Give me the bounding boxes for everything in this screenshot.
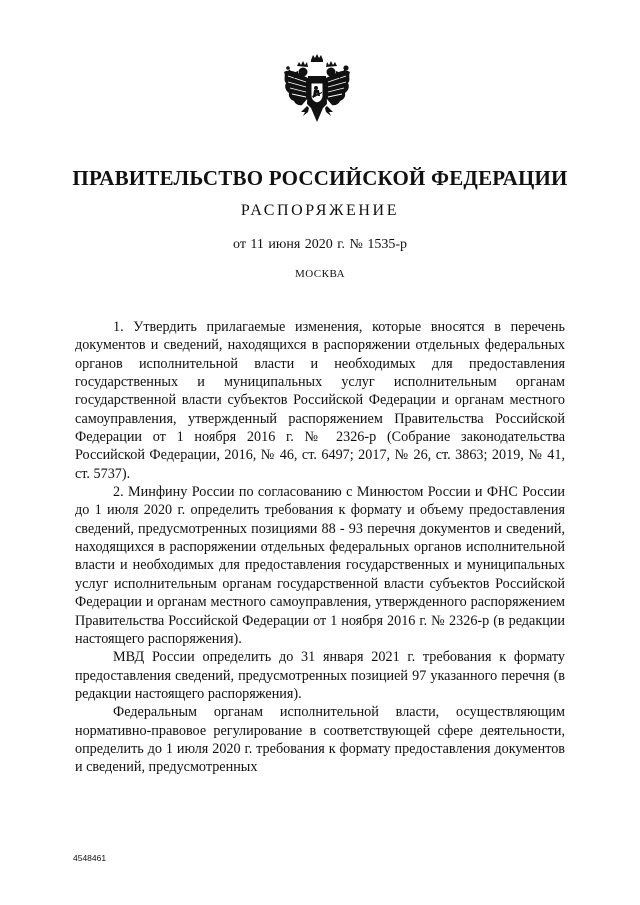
document-date-number: от 11 июня 2020 г. № 1535-р bbox=[233, 237, 407, 252]
document-type: РАСПОРЯЖЕНИЕ bbox=[240, 202, 400, 219]
document-code: 4548461 bbox=[73, 853, 107, 863]
paragraph-2: 2. Минфину России по согласованию с Минюстом России и ФНС России до 1 июля 2020 г. определить требования к формату и объему предоставления сведений, предусмотренных позициями 88 - 93 перечня документов и сведений, находящихся в распоряжении отдельных федеральных органов исполнительной власти и необходимых для предоставления государственных и муниципальных услуг исполнительным органам государственной власти субъектов Российской Федерации и органам местного самоуправления, утвержденного распоряжением Правительства Российской Федерации от 1 ноября 2016 г. № 2326-р (в редакции настоящего распоряжения). bbox=[75, 484, 565, 647]
paragraph-1: 1. Утвердить прилагаемые изменения, которые вносятся в перечень документов и сведений, находящихся в распоряжении отдельных федеральных органов исполнительной власти и необходимых для предоставления государственных и муниципальных услуг исполнительным органам государственной власти субъектов Российской Федерации и органам местного самоуправления, утвержденный распоряжением Правительства Российской Федерации от 1 ноября 2016 г. № 2326-р (Собрание законодательства Российской Федерации, 2016, № 46, ст. 6497; 2017, № 26, ст. 3863; 2019, № 41, ст. 5737). bbox=[75, 319, 565, 482]
paragraph-4: Федеральным органам исполнительной власти, осуществляющим нормативно-правовое регулирование в соответствующей сфере деятельности, определить до 1 июля 2020 г. требования к формату предоставления документов и сведений, предусмотренных bbox=[75, 704, 565, 776]
coat-of-arms-icon bbox=[275, 52, 359, 136]
paragraph-3: МВД России определить до 31 января 2021 г. требования к формату предоставления сведений, предусмотренных позицией 97 указанного перечня (в редакции настоящего распоряжения). bbox=[75, 649, 565, 702]
document-body bbox=[75, 318, 565, 777]
document-city: МОСКВА bbox=[294, 268, 346, 280]
government-title: ПРАВИТЕЛЬСТВО РОССИЙСКОЙ ФЕДЕРАЦИИ bbox=[72, 166, 568, 190]
